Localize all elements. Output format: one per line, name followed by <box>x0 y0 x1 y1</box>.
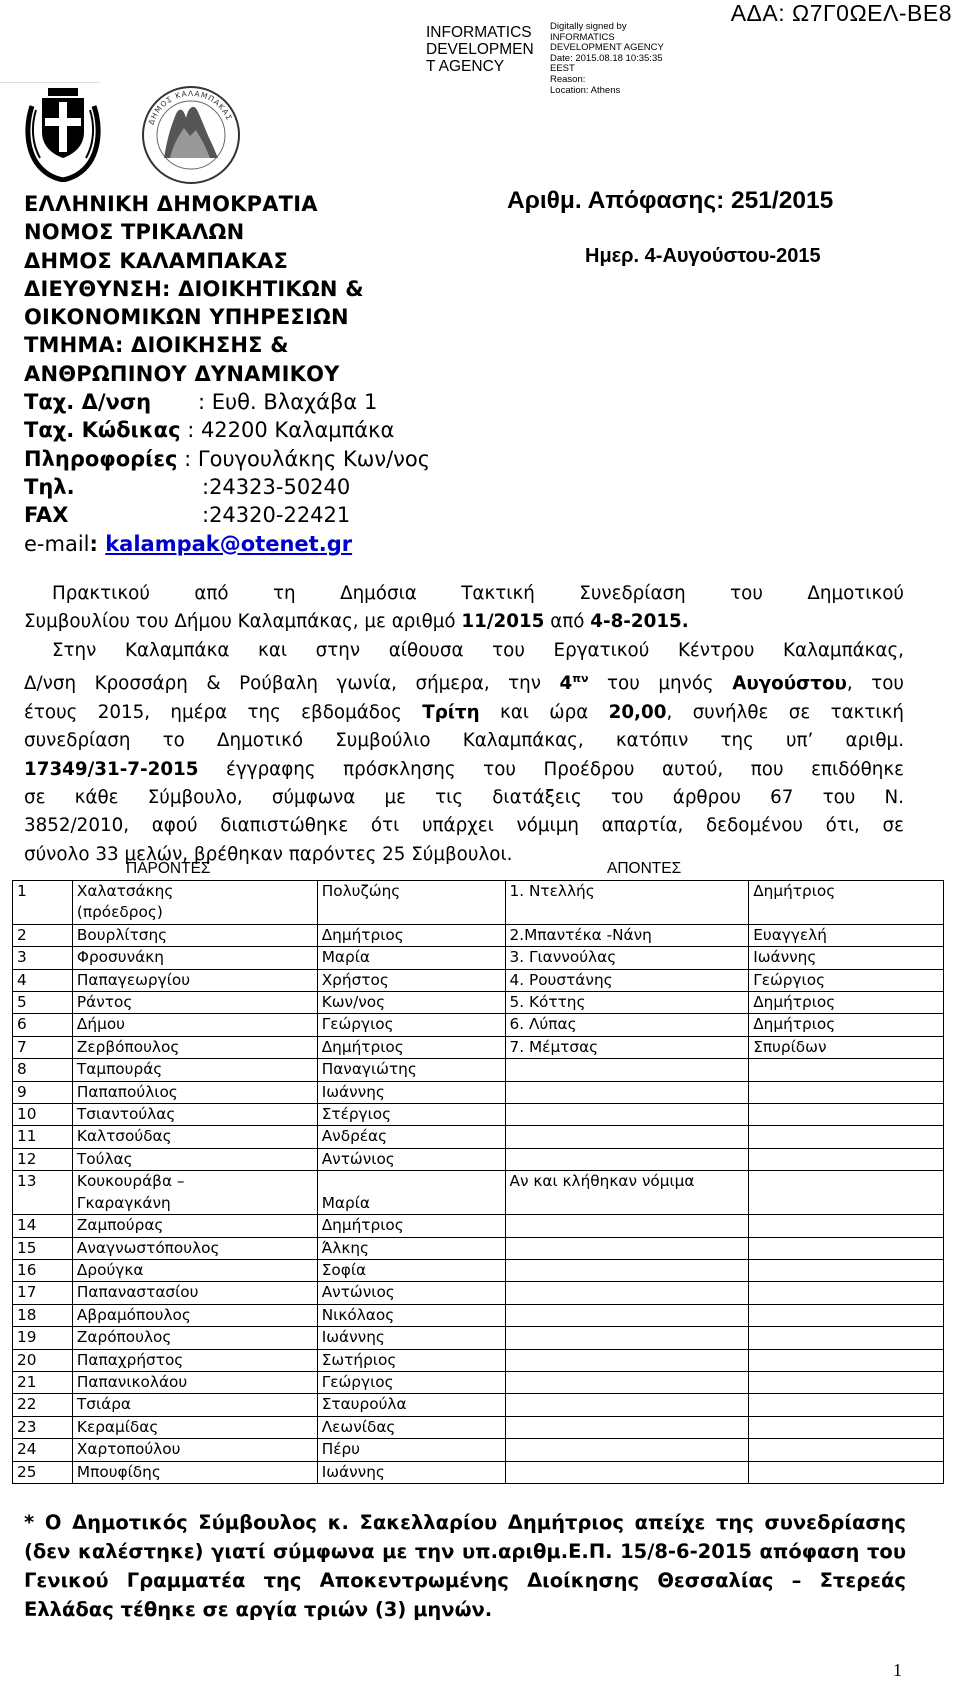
present-first-name: Ανδρέας <box>317 1126 505 1148</box>
member-number: 17 <box>13 1282 73 1304</box>
present-surname: Καλτσούδας <box>72 1126 317 1148</box>
paragraph-line: σύνολο 33 μελών, βρέθηκαν παρόντες 25 Σύμβουλοι. <box>24 843 513 865</box>
table-row <box>13 1215 944 1237</box>
absent-surname: 7. Μέμτσας <box>505 1036 749 1058</box>
signature-detail-line: INFORMATICS <box>550 31 615 43</box>
absent-first-name <box>749 1081 944 1103</box>
member-number: 21 <box>13 1371 73 1393</box>
present-first-name: Αντώνιος <box>317 1282 505 1304</box>
text: , του <box>846 673 904 695</box>
absent-first-name <box>749 1259 944 1281</box>
decision-number: Αριθμ. Απόφασης: 251/2015 <box>507 187 834 214</box>
absent-first-name <box>749 1416 944 1438</box>
table-row <box>13 1126 944 1148</box>
signature-org-line: T AGENCY <box>426 58 505 75</box>
table-row <box>13 1059 944 1081</box>
header-line: ΔΙΕΥΘΥΝΣΗ: ΔΙΟΙΚΗΤΙΚΩΝ & <box>24 276 364 301</box>
table-row <box>13 1416 944 1438</box>
attendance-rows <box>13 881 944 1484</box>
table-row <box>13 1237 944 1259</box>
member-number: 1 <box>13 881 73 925</box>
absent-surname: 5. Κόττης <box>505 992 749 1014</box>
table-row <box>13 924 944 946</box>
present-first-name: Δημήτριος <box>317 924 505 946</box>
present-surname: Ταμπουράς <box>72 1059 317 1081</box>
municipality-seal-icon <box>140 84 242 186</box>
ordinal-suffix: πν <box>572 672 589 686</box>
table-row <box>13 1104 944 1126</box>
minutes-body <box>24 580 904 869</box>
member-number: 8 <box>13 1059 73 1081</box>
present-first-name: Πολυζώης <box>317 881 505 925</box>
table-row <box>13 1327 944 1349</box>
organization-header <box>24 190 430 558</box>
member-number: 4 <box>13 969 73 991</box>
present-first-name: Ιωάννης <box>317 1461 505 1483</box>
table-row <box>13 1371 944 1393</box>
text: έγγραφης πρόσκλησης του Προέδρου αυτού, που επιδόθηκε <box>198 758 904 780</box>
absent-first-name: Ιωάννης <box>749 947 944 969</box>
session-date: 4-8-2015. <box>590 611 689 633</box>
contact-label: Ταχ. Δ/νση <box>24 390 152 415</box>
present-first-name: Πέρυ <box>317 1439 505 1461</box>
absent-surname <box>505 1439 749 1461</box>
session-number: 11/2015 <box>461 611 545 633</box>
signature-details <box>550 22 664 96</box>
table-row <box>13 1304 944 1326</box>
absent-first-name <box>749 1282 944 1304</box>
spacer <box>322 1171 501 1192</box>
absent-first-name: Δημήτριος <box>749 881 944 925</box>
invitation-ref: 17349/31-7-2015 <box>24 758 199 780</box>
contact-value: :24320-22421 <box>202 503 351 528</box>
header-line: ΕΛΛΗΝΙΚΗ ΔΗΜΟΚΡΑΤΙΑ <box>24 192 318 216</box>
surname-line: Κουκουράβα – <box>76 1172 185 1191</box>
table-row <box>13 1282 944 1304</box>
header-line: ΑΝΘΡΩΠΙΝΟΥ ΔΥΝΑΜΙΚΟΥ <box>24 361 340 386</box>
absent-first-name: Σπυρίδων <box>749 1036 944 1058</box>
present-surname: Κεραμίδας <box>72 1416 317 1438</box>
table-row <box>13 1014 944 1036</box>
present-first-name: Ιωάννης <box>317 1081 505 1103</box>
present-surname: Παπαγεωργίου <box>72 969 317 991</box>
present-header: ΠΑΡΟΝΤΕΣ <box>126 860 211 877</box>
present-first-name: Παναγιώτης <box>317 1059 505 1081</box>
present-first-name: Δημήτριος <box>317 1215 505 1237</box>
absent-first-name <box>749 1394 944 1416</box>
contact-label: FAX <box>24 503 69 528</box>
day-number: 4 <box>559 673 573 695</box>
present-first-name: Δημήτριος <box>317 1036 505 1058</box>
ada-code: ΑΔΑ: Ω7Γ0ΩΕΛ-ΒΕ8 <box>730 0 952 26</box>
paragraph-line: συνεδρίαση το Δημοτικό Συμβούλιο Καλαμπάκας, κατόπιν της υπ’ αριθμ. <box>24 730 904 752</box>
present-surname: Βουρλίτσης <box>72 924 317 946</box>
absent-first-name <box>749 1059 944 1081</box>
present-surname: Παπαπούλιος <box>72 1081 317 1103</box>
present-first-name: Σωτήριος <box>317 1349 505 1371</box>
present-surname <box>72 1171 317 1215</box>
absent-surname <box>505 1349 749 1371</box>
table-row <box>13 1394 944 1416</box>
contact-label: Ταχ. Κώδικας <box>24 418 181 443</box>
signature-organization <box>426 24 546 75</box>
footnote: * Ο Δημοτικός Σύμβουλος κ. Σακελλαρίου Δημήτριος απείχε της συνεδρίασης (δεν καλέστηκε) γιατί σύμφωνα με την υπ.αριθμ.Ε.Π. 15/8-6-2015 απόφαση του Γενικού Γραμματέα της Αποκεντρωμένης Διοίκησης Θεσσαλίας – Στερεάς Ελλάδας τέθηκε σε αργία τριών (3) μηνών. <box>24 1511 906 1621</box>
present-first-name: Χρήστος <box>317 969 505 991</box>
present-first-name: Κων/νος <box>317 992 505 1014</box>
absent-first-name: Γεώργιος <box>749 969 944 991</box>
absent-first-name <box>749 1439 944 1461</box>
absent-surname <box>505 1148 749 1170</box>
member-number: 23 <box>13 1416 73 1438</box>
member-number: 11 <box>13 1126 73 1148</box>
first-name-line: Μαρία <box>321 1193 370 1212</box>
absent-first-name <box>749 1304 944 1326</box>
contact-value: : Ευθ. Βλαχάβα 1 <box>198 390 378 415</box>
absent-surname <box>505 1327 749 1349</box>
header-line: ΟΙΚΟΝΟΜΙΚΩΝ ΥΠΗΡΕΣΙΩΝ <box>24 305 349 330</box>
member-number: 3 <box>13 947 73 969</box>
member-number: 6 <box>13 1014 73 1036</box>
contact-postcode <box>24 416 430 444</box>
absent-surname <box>505 1461 749 1483</box>
contact-address <box>24 388 430 416</box>
table-row <box>13 947 944 969</box>
present-surname: Ζερβόπουλος <box>72 1036 317 1058</box>
absent-surname <box>505 1416 749 1438</box>
absent-first-name: Ευαγγελή <box>749 924 944 946</box>
paragraph-line <box>24 756 904 784</box>
present-surname: Παπαχρήστος <box>72 1349 317 1371</box>
signature-org-line: DEVELOPMEN <box>426 41 534 58</box>
signature-detail-line: Reason: <box>550 73 586 85</box>
member-number: 20 <box>13 1349 73 1371</box>
present-first-name: Λεωνίδας <box>317 1416 505 1438</box>
contact-fax <box>24 501 430 529</box>
present-first-name: Μαρία <box>317 947 505 969</box>
absent-header: ΑΠΟΝΤΕΣ <box>607 860 682 877</box>
present-surname: Φροσυνάκη <box>72 947 317 969</box>
header-line: ΤΜΗΜΑ: ΔΙΟΙΚΗΣΗΣ & <box>24 333 289 358</box>
present-first-name <box>317 1171 505 1215</box>
table-row <box>13 1461 944 1483</box>
absent-first-name <box>749 1237 944 1259</box>
present-surname: Τσιάρα <box>72 1394 317 1416</box>
absent-surname <box>505 1259 749 1281</box>
email-link[interactable]: kalampak@otenet.gr <box>105 531 353 556</box>
contact-label: Τηλ. <box>24 474 75 499</box>
absent-first-name <box>749 1327 944 1349</box>
email-colon: : <box>89 531 106 556</box>
paragraph-line: σε κάθε Σύμβουλο, σύμφωνα με τις διατάξεις του άρθρου 67 του Ν. <box>24 786 904 808</box>
member-number: 25 <box>13 1461 73 1483</box>
time: 20,00 <box>608 701 667 723</box>
absent-surname <box>505 1282 749 1304</box>
paragraph-line <box>24 699 904 727</box>
attendance-table <box>12 880 944 1484</box>
text: , συνήλθε σε τακτική <box>666 701 904 723</box>
paragraph-line: Στην Καλαμπάκα και στην αίθουσα του Εργατικού Κέντρου Καλαμπάκας, <box>52 639 904 661</box>
text: Δ/νση Κροσσάρη & Ρούβαλη γωνία, σήμερα, την <box>24 673 560 695</box>
absent-first-name <box>749 1148 944 1170</box>
present-first-name: Άλκης <box>317 1237 505 1259</box>
present-first-name: Γεώργιος <box>317 1014 505 1036</box>
absent-surname <box>505 1371 749 1393</box>
present-surname: Παπανικολάου <box>72 1371 317 1393</box>
absent-surname: Αν και κλήθηκαν νόμιμα <box>505 1171 749 1215</box>
absent-surname <box>505 1237 749 1259</box>
text: και ώρα <box>479 701 609 723</box>
table-row <box>13 1036 944 1058</box>
member-number: 15 <box>13 1237 73 1259</box>
present-surname: Ράντος <box>72 992 317 1014</box>
signature-detail-line: DEVELOPMENT AGENCY <box>550 42 664 54</box>
present-surname: Μπουφίδης <box>72 1461 317 1483</box>
present-first-name: Νικόλαος <box>317 1304 505 1326</box>
text: από <box>544 611 591 633</box>
paragraph-line <box>24 608 904 636</box>
contact-value: : 42200 Καλαμπάκα <box>180 418 395 443</box>
table-row <box>13 881 944 925</box>
present-first-name: Αντώνιος <box>317 1148 505 1170</box>
text: Συμβουλίου του Δήμου Καλαμπάκας, με αριθμό <box>24 611 462 633</box>
table-row <box>13 1439 944 1461</box>
present-surname: Δρούγκα <box>72 1259 317 1281</box>
absent-surname: 3. Γιαννούλας <box>505 947 749 969</box>
absent-first-name <box>749 1104 944 1126</box>
member-number: 9 <box>13 1081 73 1103</box>
present-surname: Χαρτοπούλου <box>72 1439 317 1461</box>
header-line: ΝΟΜΟΣ ΤΡΙΚΑΛΩΝ <box>24 220 245 245</box>
member-number: 10 <box>13 1104 73 1126</box>
decision-date: Ημερ. 4-Αυγούστου-2015 <box>585 245 821 267</box>
present-surname: Αβραμόπουλος <box>72 1304 317 1326</box>
present-surname <box>72 881 317 925</box>
present-surname: Αναγνωστόπουλος <box>72 1237 317 1259</box>
table-row <box>13 1259 944 1281</box>
present-surname: Τσιαντούλας <box>72 1104 317 1126</box>
weekday: Τρίτη <box>422 701 480 723</box>
absent-first-name <box>749 1349 944 1371</box>
absent-first-name <box>749 1461 944 1483</box>
page-number: 1 <box>893 1660 902 1680</box>
member-number: 22 <box>13 1394 73 1416</box>
paragraph-line: 3852/2010, αφού διαπιστώθηκε ότι υπάρχει νόμιμη απαρτία, δεδομένου ότι, σε <box>24 815 904 837</box>
member-number: 19 <box>13 1327 73 1349</box>
contact-value: : Γουγουλάκης Κων/νος <box>177 446 431 471</box>
absent-first-name: Δημήτριος <box>749 992 944 1014</box>
divider <box>0 82 100 83</box>
table-row <box>13 1171 944 1215</box>
text: έτους 2015, ημέρα της εβδομάδος <box>24 701 423 723</box>
member-number: 12 <box>13 1148 73 1170</box>
present-surname: Ζαμπούρας <box>72 1215 317 1237</box>
table-row <box>13 992 944 1014</box>
present-first-name: Στέργιος <box>317 1104 505 1126</box>
absent-first-name <box>749 1371 944 1393</box>
table-row <box>13 969 944 991</box>
absent-surname <box>505 1215 749 1237</box>
surname-line: Γκαραγκάνη <box>76 1193 171 1212</box>
member-number: 13 <box>13 1171 73 1215</box>
present-surname: Παπαναστασίου <box>72 1282 317 1304</box>
contact-info <box>24 445 430 473</box>
absent-surname: 6. Λύπας <box>505 1014 749 1036</box>
present-first-name: Γεώργιος <box>317 1371 505 1393</box>
absent-surname <box>505 1104 749 1126</box>
absent-surname <box>505 1304 749 1326</box>
absent-surname: 2.Μπαντέκα -Νάνη <box>505 924 749 946</box>
contact-email <box>24 530 430 558</box>
surname-line: Χαλατσάκης <box>76 882 174 900</box>
member-number: 5 <box>13 992 73 1014</box>
signature-detail-line: Location: Athens <box>550 84 621 96</box>
paragraph-line: Πρακτικού από τη Δημόσια Τακτική Συνεδρίαση του Δημοτικού <box>52 583 904 604</box>
month: Αυγούστου <box>732 673 847 695</box>
text: του μηνός <box>588 673 733 695</box>
signature-detail-line: Digitally signed by <box>550 21 627 32</box>
present-surname: Δήμου <box>72 1014 317 1036</box>
surname-line: (πρόεδρος) <box>76 903 163 922</box>
absent-surname: 4. Ρουστάνης <box>505 969 749 991</box>
absent-surname <box>505 1081 749 1103</box>
member-number: 24 <box>13 1439 73 1461</box>
email-label: e-mail <box>24 531 90 556</box>
absent-first-name <box>749 1215 944 1237</box>
present-surname: Ζαρόπουλος <box>72 1327 317 1349</box>
absent-surname <box>505 1059 749 1081</box>
table-row <box>13 1081 944 1103</box>
member-number: 14 <box>13 1215 73 1237</box>
header-line: ΔΗΜΟΣ ΚΑΛΑΜΠΑΚΑΣ <box>24 248 289 273</box>
absent-first-name <box>749 1126 944 1148</box>
table-row <box>13 1148 944 1170</box>
contact-phone <box>24 473 430 501</box>
present-first-name: Σταυρούλα <box>317 1394 505 1416</box>
signature-org-line: INFORMATICS <box>426 24 532 41</box>
absent-surname <box>505 1126 749 1148</box>
member-number: 18 <box>13 1304 73 1326</box>
present-surname: Τούλας <box>72 1148 317 1170</box>
member-number: 7 <box>13 1036 73 1058</box>
member-number: 2 <box>13 924 73 946</box>
absent-surname: 1. Ντελλής <box>505 881 749 925</box>
absent-first-name: Δημήτριος <box>749 1014 944 1036</box>
absent-first-name <box>749 1171 944 1215</box>
table-row <box>13 1349 944 1371</box>
contact-label: Πληροφορίες <box>24 446 178 471</box>
member-number: 16 <box>13 1259 73 1281</box>
present-first-name: Σοφία <box>317 1259 505 1281</box>
present-first-name: Ιωάννης <box>317 1327 505 1349</box>
absent-surname <box>505 1394 749 1416</box>
paragraph-line <box>24 665 904 699</box>
signature-detail-line: EEST <box>550 63 575 75</box>
signature-detail-line: Date: 2015.08.18 10:35:35 <box>550 52 663 64</box>
contact-value: :24323-50240 <box>202 474 351 499</box>
svg-text:ΔΗΜΟΣ ΚΑΛΑΜΠΑΚΑΣ: ΔΗΜΟΣ ΚΑΛΑΜΠΑΚΑΣ <box>146 88 235 126</box>
greek-coat-of-arms-icon <box>22 84 104 182</box>
